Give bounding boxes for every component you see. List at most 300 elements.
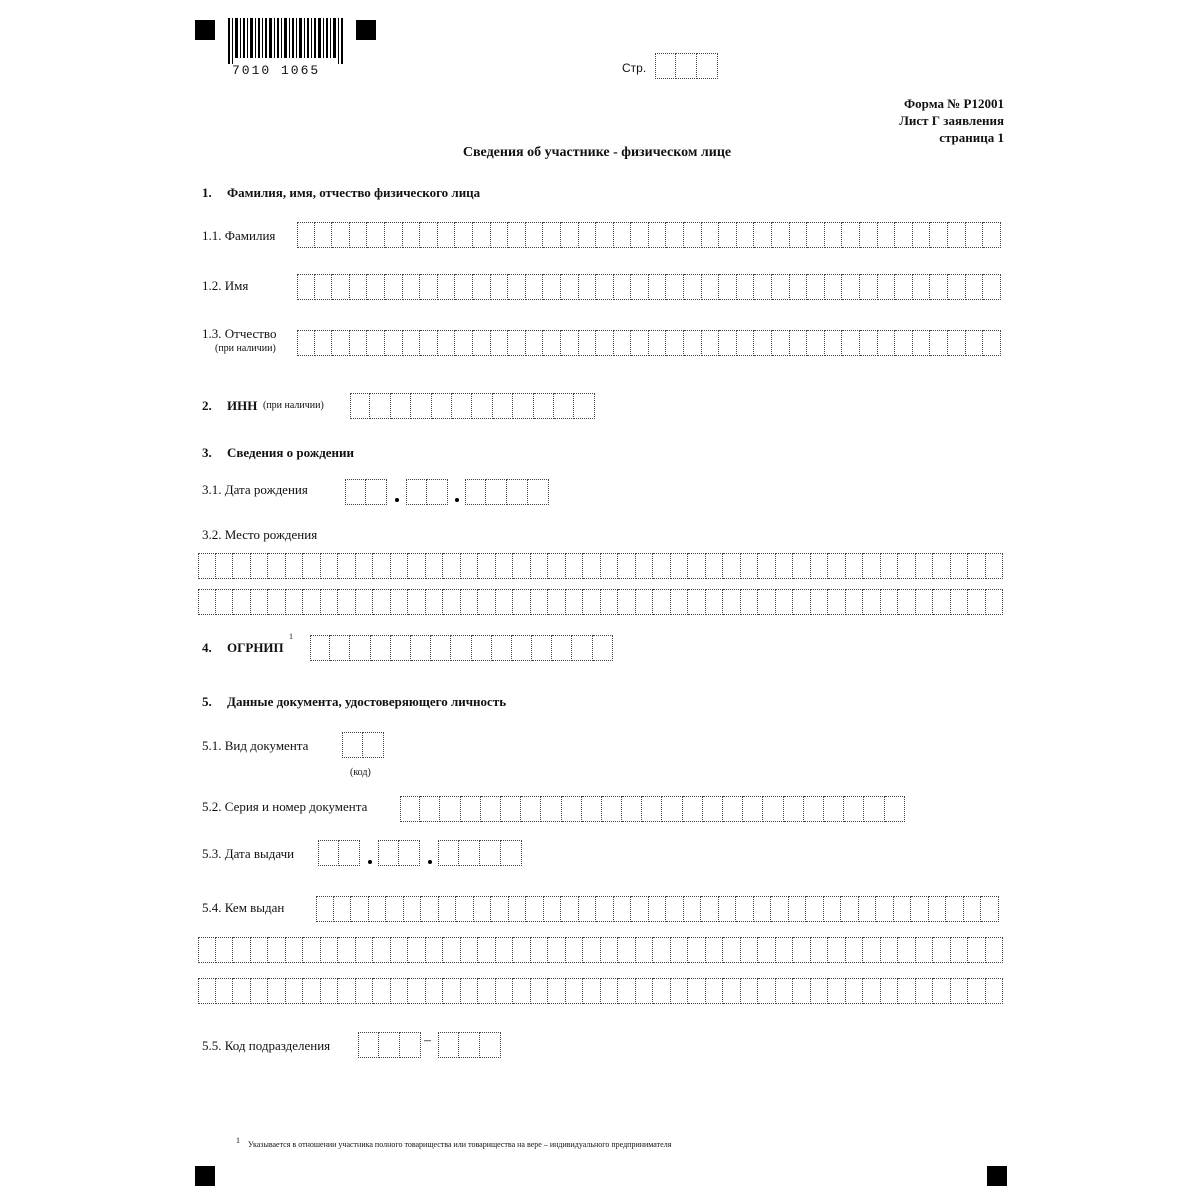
character-cell[interactable] bbox=[706, 553, 724, 579]
character-cell[interactable] bbox=[622, 796, 642, 822]
character-cell[interactable] bbox=[636, 978, 654, 1004]
character-cell[interactable] bbox=[316, 896, 334, 922]
character-cell[interactable] bbox=[233, 978, 251, 1004]
character-cell[interactable] bbox=[916, 553, 934, 579]
character-cell[interactable] bbox=[574, 393, 594, 419]
character-cell[interactable] bbox=[864, 796, 884, 822]
character-cell[interactable] bbox=[451, 635, 471, 661]
character-cell[interactable] bbox=[554, 393, 574, 419]
character-cell[interactable] bbox=[579, 330, 597, 356]
character-cell[interactable] bbox=[367, 274, 385, 300]
character-cell[interactable] bbox=[385, 330, 403, 356]
issued-by-field-line-2[interactable] bbox=[198, 937, 1003, 963]
character-cell[interactable] bbox=[933, 978, 951, 1004]
character-cell[interactable] bbox=[492, 635, 512, 661]
character-cell[interactable] bbox=[356, 978, 374, 1004]
character-cell[interactable] bbox=[432, 393, 452, 419]
character-cell[interactable] bbox=[790, 222, 808, 248]
character-cell[interactable] bbox=[825, 222, 843, 248]
character-cell[interactable] bbox=[653, 937, 671, 963]
character-cell[interactable] bbox=[426, 937, 444, 963]
character-cell[interactable] bbox=[513, 589, 531, 615]
character-cell[interactable] bbox=[531, 553, 549, 579]
character-cell[interactable] bbox=[741, 589, 759, 615]
character-cell[interactable] bbox=[828, 978, 846, 1004]
character-cell[interactable] bbox=[541, 796, 561, 822]
character-cell[interactable] bbox=[666, 330, 684, 356]
character-cell[interactable] bbox=[706, 589, 724, 615]
character-cell[interactable] bbox=[478, 978, 496, 1004]
character-cell[interactable] bbox=[986, 937, 1004, 963]
character-cell[interactable] bbox=[233, 937, 251, 963]
character-cell[interactable] bbox=[614, 274, 632, 300]
character-cell[interactable] bbox=[916, 937, 934, 963]
character-cell[interactable] bbox=[521, 796, 541, 822]
character-cell[interactable] bbox=[367, 330, 385, 356]
character-cell[interactable] bbox=[776, 553, 794, 579]
character-cell[interactable] bbox=[702, 274, 720, 300]
character-cell[interactable] bbox=[983, 222, 1001, 248]
character-cell[interactable] bbox=[286, 937, 304, 963]
character-cell[interactable] bbox=[860, 274, 878, 300]
character-cell[interactable] bbox=[863, 937, 881, 963]
character-cell[interactable] bbox=[811, 589, 829, 615]
character-cell[interactable] bbox=[426, 553, 444, 579]
character-cell[interactable] bbox=[754, 222, 772, 248]
character-cell[interactable] bbox=[930, 222, 948, 248]
character-cell[interactable] bbox=[566, 937, 584, 963]
character-cell[interactable] bbox=[443, 937, 461, 963]
character-cell[interactable] bbox=[913, 274, 931, 300]
character-cell[interactable] bbox=[846, 937, 864, 963]
character-cell[interactable] bbox=[548, 589, 566, 615]
character-cell[interactable] bbox=[496, 553, 514, 579]
character-cell[interactable] bbox=[330, 635, 350, 661]
character-cell[interactable] bbox=[618, 589, 636, 615]
character-cell[interactable] bbox=[461, 937, 479, 963]
birth-day-field[interactable] bbox=[345, 479, 387, 505]
character-cell[interactable] bbox=[491, 330, 509, 356]
character-cell[interactable] bbox=[596, 274, 614, 300]
character-cell[interactable] bbox=[601, 978, 619, 1004]
character-cell[interactable] bbox=[438, 330, 456, 356]
character-cell[interactable] bbox=[986, 553, 1004, 579]
character-cell[interactable] bbox=[391, 393, 411, 419]
character-cell[interactable] bbox=[443, 978, 461, 1004]
character-cell[interactable] bbox=[776, 978, 794, 1004]
character-cell[interactable] bbox=[338, 978, 356, 1004]
character-cell[interactable] bbox=[807, 330, 825, 356]
character-cell[interactable] bbox=[881, 553, 899, 579]
character-cell[interactable] bbox=[315, 330, 333, 356]
character-cell[interactable] bbox=[754, 896, 772, 922]
character-cell[interactable] bbox=[461, 589, 479, 615]
character-cell[interactable] bbox=[455, 274, 473, 300]
subdivision-code-part-1-field[interactable] bbox=[358, 1032, 421, 1058]
character-cell[interactable] bbox=[440, 796, 460, 822]
character-cell[interactable] bbox=[968, 978, 986, 1004]
character-cell[interactable] bbox=[930, 274, 948, 300]
character-cell[interactable] bbox=[420, 274, 438, 300]
character-cell[interactable] bbox=[216, 937, 234, 963]
birth-year-field[interactable] bbox=[465, 479, 549, 505]
issued-by-field-line-1[interactable] bbox=[316, 896, 999, 922]
character-cell[interactable] bbox=[473, 274, 491, 300]
character-cell[interactable] bbox=[966, 274, 984, 300]
character-cell[interactable] bbox=[636, 937, 654, 963]
character-cell[interactable] bbox=[508, 222, 526, 248]
character-cell[interactable] bbox=[198, 589, 216, 615]
character-cell[interactable] bbox=[885, 796, 905, 822]
character-cell[interactable] bbox=[408, 937, 426, 963]
character-cell[interactable] bbox=[860, 330, 878, 356]
character-cell[interactable] bbox=[303, 553, 321, 579]
character-cell[interactable] bbox=[719, 896, 737, 922]
character-cell[interactable] bbox=[793, 937, 811, 963]
character-cell[interactable] bbox=[841, 896, 859, 922]
character-cell[interactable] bbox=[719, 330, 737, 356]
character-cell[interactable] bbox=[501, 796, 521, 822]
character-cell[interactable] bbox=[297, 222, 315, 248]
character-cell[interactable] bbox=[863, 978, 881, 1004]
character-cell[interactable] bbox=[548, 937, 566, 963]
character-cell[interactable] bbox=[579, 896, 597, 922]
character-cell[interactable] bbox=[350, 222, 368, 248]
ogrnip-field[interactable] bbox=[310, 635, 613, 661]
character-cell[interactable] bbox=[474, 896, 492, 922]
character-cell[interactable] bbox=[842, 274, 860, 300]
character-cell[interactable] bbox=[741, 937, 759, 963]
character-cell[interactable] bbox=[684, 274, 702, 300]
character-cell[interactable] bbox=[898, 937, 916, 963]
character-cell[interactable] bbox=[426, 589, 444, 615]
character-cell[interactable] bbox=[703, 796, 723, 822]
character-cell[interactable] bbox=[310, 635, 330, 661]
character-cell[interactable] bbox=[649, 274, 667, 300]
character-cell[interactable] bbox=[286, 978, 304, 1004]
character-cell[interactable] bbox=[404, 896, 422, 922]
character-cell[interactable] bbox=[566, 589, 584, 615]
character-cell[interactable] bbox=[531, 978, 549, 1004]
character-cell[interactable] bbox=[478, 589, 496, 615]
character-cell[interactable] bbox=[793, 553, 811, 579]
character-cell[interactable] bbox=[737, 274, 755, 300]
character-cell[interactable] bbox=[583, 937, 601, 963]
character-cell[interactable] bbox=[371, 635, 391, 661]
character-cell[interactable] bbox=[776, 937, 794, 963]
character-cell[interactable] bbox=[758, 553, 776, 579]
character-cell[interactable] bbox=[828, 937, 846, 963]
character-cell[interactable] bbox=[723, 937, 741, 963]
character-cell[interactable] bbox=[198, 937, 216, 963]
character-cell[interactable] bbox=[758, 589, 776, 615]
character-cell[interactable] bbox=[478, 937, 496, 963]
character-cell[interactable] bbox=[649, 222, 667, 248]
character-cell[interactable] bbox=[268, 553, 286, 579]
character-cell[interactable] bbox=[443, 589, 461, 615]
character-cell[interactable] bbox=[894, 896, 912, 922]
character-cell[interactable] bbox=[534, 393, 554, 419]
character-cell[interactable] bbox=[688, 937, 706, 963]
character-cell[interactable] bbox=[618, 553, 636, 579]
character-cell[interactable] bbox=[461, 553, 479, 579]
character-cell[interactable] bbox=[701, 896, 719, 922]
character-cell[interactable] bbox=[268, 937, 286, 963]
character-cell[interactable] bbox=[688, 553, 706, 579]
character-cell[interactable] bbox=[618, 978, 636, 1004]
character-cell[interactable] bbox=[455, 222, 473, 248]
character-cell[interactable] bbox=[408, 553, 426, 579]
character-cell[interactable] bbox=[614, 896, 632, 922]
character-cell[interactable] bbox=[496, 978, 514, 1004]
character-cell[interactable] bbox=[408, 978, 426, 1004]
character-cell[interactable] bbox=[443, 553, 461, 579]
character-cell[interactable] bbox=[532, 635, 552, 661]
character-cell[interactable] bbox=[772, 330, 790, 356]
character-cell[interactable] bbox=[723, 589, 741, 615]
character-cell[interactable] bbox=[983, 274, 1001, 300]
character-cell[interactable] bbox=[526, 896, 544, 922]
character-cell[interactable] bbox=[566, 553, 584, 579]
character-cell[interactable] bbox=[671, 978, 689, 1004]
character-cell[interactable] bbox=[561, 896, 579, 922]
character-cell[interactable] bbox=[793, 589, 811, 615]
character-cell[interactable] bbox=[688, 978, 706, 1004]
character-cell[interactable] bbox=[601, 589, 619, 615]
character-cell[interactable] bbox=[391, 937, 409, 963]
character-cell[interactable] bbox=[790, 330, 808, 356]
character-cell[interactable] bbox=[846, 589, 864, 615]
character-cell[interactable] bbox=[543, 222, 561, 248]
character-cell[interactable] bbox=[473, 330, 491, 356]
character-cell[interactable] bbox=[403, 222, 421, 248]
character-cell[interactable] bbox=[583, 589, 601, 615]
character-cell[interactable] bbox=[719, 222, 737, 248]
character-cell[interactable] bbox=[789, 896, 807, 922]
character-cell[interactable] bbox=[842, 222, 860, 248]
character-cell[interactable] bbox=[981, 896, 999, 922]
character-cell[interactable] bbox=[526, 274, 544, 300]
character-cell[interactable] bbox=[948, 330, 966, 356]
character-cell[interactable] bbox=[916, 589, 934, 615]
character-cell[interactable] bbox=[741, 978, 759, 1004]
character-cell[interactable] bbox=[684, 896, 702, 922]
character-cell[interactable] bbox=[251, 937, 269, 963]
character-cell[interactable] bbox=[983, 330, 1001, 356]
character-cell[interactable] bbox=[548, 553, 566, 579]
character-cell[interactable] bbox=[807, 274, 825, 300]
character-cell[interactable] bbox=[321, 589, 339, 615]
character-cell[interactable] bbox=[391, 553, 409, 579]
character-cell[interactable] bbox=[431, 635, 451, 661]
character-cell[interactable] bbox=[461, 796, 481, 822]
character-cell[interactable] bbox=[929, 896, 947, 922]
character-cell[interactable] bbox=[723, 796, 743, 822]
character-cell[interactable] bbox=[719, 274, 737, 300]
character-cell[interactable] bbox=[351, 896, 369, 922]
character-cell[interactable] bbox=[737, 330, 755, 356]
character-cell[interactable] bbox=[297, 274, 315, 300]
character-cell[interactable] bbox=[543, 274, 561, 300]
character-cell[interactable] bbox=[526, 330, 544, 356]
character-cell[interactable] bbox=[233, 553, 251, 579]
character-cell[interactable] bbox=[601, 937, 619, 963]
character-cell[interactable] bbox=[286, 589, 304, 615]
character-cell[interactable] bbox=[531, 937, 549, 963]
character-cell[interactable] bbox=[552, 635, 572, 661]
character-cell[interactable] bbox=[844, 796, 864, 822]
character-cell[interactable] bbox=[702, 330, 720, 356]
character-cell[interactable] bbox=[859, 896, 877, 922]
character-cell[interactable] bbox=[579, 274, 597, 300]
character-cell[interactable] bbox=[561, 274, 579, 300]
issue-day-field[interactable] bbox=[318, 840, 360, 866]
character-cell[interactable] bbox=[356, 553, 374, 579]
character-cell[interactable] bbox=[438, 274, 456, 300]
character-cell[interactable] bbox=[321, 937, 339, 963]
character-cell[interactable] bbox=[951, 978, 969, 1004]
character-cell[interactable] bbox=[496, 589, 514, 615]
character-cell[interactable] bbox=[776, 589, 794, 615]
character-cell[interactable] bbox=[216, 553, 234, 579]
character-cell[interactable] bbox=[793, 978, 811, 1004]
character-cell[interactable] bbox=[566, 978, 584, 1004]
character-cell[interactable] bbox=[631, 330, 649, 356]
character-cell[interactable] bbox=[596, 222, 614, 248]
character-cell[interactable] bbox=[754, 274, 772, 300]
character-cell[interactable] bbox=[771, 896, 789, 922]
character-cell[interactable] bbox=[824, 796, 844, 822]
character-cell[interactable] bbox=[951, 589, 969, 615]
character-cell[interactable] bbox=[772, 274, 790, 300]
character-cell[interactable] bbox=[878, 222, 896, 248]
character-cell[interactable] bbox=[561, 222, 579, 248]
character-cell[interactable] bbox=[653, 589, 671, 615]
character-cell[interactable] bbox=[350, 635, 370, 661]
character-cell[interactable] bbox=[391, 635, 411, 661]
character-cell[interactable] bbox=[572, 635, 592, 661]
character-cell[interactable] bbox=[737, 222, 755, 248]
character-cell[interactable] bbox=[411, 393, 431, 419]
character-cell[interactable] bbox=[895, 330, 913, 356]
character-cell[interactable] bbox=[846, 553, 864, 579]
character-cell[interactable] bbox=[930, 330, 948, 356]
character-cell[interactable] bbox=[593, 635, 613, 661]
character-cell[interactable] bbox=[268, 589, 286, 615]
character-cell[interactable] bbox=[198, 978, 216, 1004]
character-cell[interactable] bbox=[373, 589, 391, 615]
character-cell[interactable] bbox=[420, 330, 438, 356]
character-cell[interactable] bbox=[472, 393, 492, 419]
character-cell[interactable] bbox=[863, 589, 881, 615]
character-cell[interactable] bbox=[968, 937, 986, 963]
character-cell[interactable] bbox=[350, 330, 368, 356]
character-cell[interactable] bbox=[916, 978, 934, 1004]
character-cell[interactable] bbox=[876, 896, 894, 922]
character-cell[interactable] bbox=[561, 330, 579, 356]
character-cell[interactable] bbox=[688, 589, 706, 615]
surname-field[interactable] bbox=[297, 222, 1001, 248]
issued-by-field-line-3[interactable] bbox=[198, 978, 1003, 1004]
character-cell[interactable] bbox=[631, 896, 649, 922]
birth-place-field-line-2[interactable] bbox=[198, 589, 1003, 615]
inn-field[interactable] bbox=[350, 393, 595, 419]
character-cell[interactable] bbox=[614, 330, 632, 356]
character-cell[interactable] bbox=[403, 274, 421, 300]
character-cell[interactable] bbox=[373, 937, 391, 963]
character-cell[interactable] bbox=[913, 222, 931, 248]
character-cell[interactable] bbox=[723, 553, 741, 579]
character-cell[interactable] bbox=[811, 978, 829, 1004]
patronymic-field[interactable] bbox=[297, 330, 1001, 356]
character-cell[interactable] bbox=[671, 589, 689, 615]
character-cell[interactable] bbox=[338, 553, 356, 579]
character-cell[interactable] bbox=[508, 274, 526, 300]
character-cell[interactable] bbox=[373, 978, 391, 1004]
character-cell[interactable] bbox=[426, 978, 444, 1004]
character-cell[interactable] bbox=[461, 978, 479, 1004]
character-cell[interactable] bbox=[948, 274, 966, 300]
character-cell[interactable] bbox=[496, 937, 514, 963]
character-cell[interactable] bbox=[456, 896, 474, 922]
character-cell[interactable] bbox=[881, 937, 899, 963]
character-cell[interactable] bbox=[356, 589, 374, 615]
character-cell[interactable] bbox=[706, 937, 724, 963]
character-cell[interactable] bbox=[493, 393, 513, 419]
character-cell[interactable] bbox=[216, 589, 234, 615]
character-cell[interactable] bbox=[268, 978, 286, 1004]
character-cell[interactable] bbox=[338, 937, 356, 963]
character-cell[interactable] bbox=[596, 896, 614, 922]
character-cell[interactable] bbox=[913, 330, 931, 356]
character-cell[interactable] bbox=[531, 589, 549, 615]
character-cell[interactable] bbox=[303, 978, 321, 1004]
character-cell[interactable] bbox=[828, 589, 846, 615]
character-cell[interactable] bbox=[367, 222, 385, 248]
character-cell[interactable] bbox=[373, 553, 391, 579]
character-cell[interactable] bbox=[439, 896, 457, 922]
character-cell[interactable] bbox=[828, 553, 846, 579]
character-cell[interactable] bbox=[653, 978, 671, 1004]
character-cell[interactable] bbox=[421, 896, 439, 922]
character-cell[interactable] bbox=[723, 978, 741, 1004]
character-cell[interactable] bbox=[968, 553, 986, 579]
character-cell[interactable] bbox=[642, 796, 662, 822]
character-cell[interactable] bbox=[846, 978, 864, 1004]
character-cell[interactable] bbox=[702, 222, 720, 248]
character-cell[interactable] bbox=[806, 896, 824, 922]
first-name-field[interactable] bbox=[297, 274, 1001, 300]
character-cell[interactable] bbox=[596, 330, 614, 356]
character-cell[interactable] bbox=[636, 553, 654, 579]
character-cell[interactable] bbox=[321, 978, 339, 1004]
character-cell[interactable] bbox=[526, 222, 544, 248]
character-cell[interactable] bbox=[736, 896, 754, 922]
character-cell[interactable] bbox=[662, 796, 682, 822]
character-cell[interactable] bbox=[649, 896, 667, 922]
character-cell[interactable] bbox=[842, 330, 860, 356]
character-cell[interactable] bbox=[400, 796, 420, 822]
character-cell[interactable] bbox=[370, 393, 390, 419]
character-cell[interactable] bbox=[321, 553, 339, 579]
character-cell[interactable] bbox=[968, 589, 986, 615]
character-cell[interactable] bbox=[631, 274, 649, 300]
birth-place-field-line-1[interactable] bbox=[198, 553, 1003, 579]
character-cell[interactable] bbox=[951, 553, 969, 579]
issue-year-field[interactable] bbox=[438, 840, 522, 866]
character-cell[interactable] bbox=[216, 978, 234, 1004]
character-cell[interactable] bbox=[286, 553, 304, 579]
